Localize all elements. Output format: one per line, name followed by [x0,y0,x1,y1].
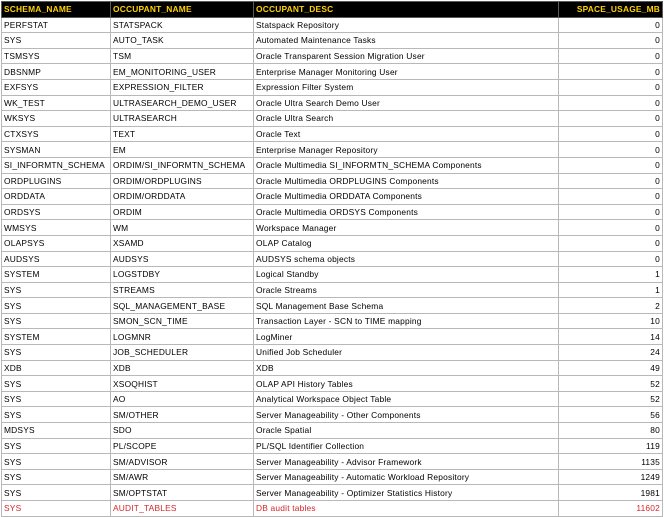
cell-occupant-desc[interactable]: Workspace Manager [254,220,559,236]
table-row[interactable] [2,189,663,205]
table-row[interactable] [2,423,663,439]
cell-space-usage-mb[interactable]: 0 [559,157,663,173]
cell-occupant-name[interactable]: SM/OTHER [111,407,254,423]
table-row[interactable] [2,157,663,173]
cell-space-usage-mb[interactable]: 1 [559,282,663,298]
cell-occupant-name[interactable]: SDO [111,423,254,439]
cell-occupant-desc[interactable]: Oracle Ultra Search Demo User [254,95,559,111]
cell-occupant-desc[interactable]: Server Manageability - Other Components [254,407,559,423]
cell-space-usage-mb[interactable]: 2 [559,298,663,314]
table-row[interactable] [2,267,663,283]
table-row[interactable] [2,235,663,251]
table-header [2,2,663,18]
cell-occupant-desc[interactable]: PL/SQL Identifier Collection [254,438,559,454]
cell-occupant-name[interactable]: XDB [111,360,254,376]
cell-space-usage-mb[interactable]: 0 [559,235,663,251]
cell-occupant-name[interactable]: STATSPACK [111,17,254,33]
cell-occupant-name[interactable]: XSAMD [111,235,254,251]
table-row[interactable] [2,126,663,142]
cell-occupant-name[interactable]: ORDIM/ORDPLUGINS [111,173,254,189]
cell-schema-name[interactable]: WKSYS [2,111,111,127]
cell-occupant-name[interactable]: SM/ADVISOR [111,454,254,470]
cell-occupant-name[interactable]: AUDSYS [111,251,254,267]
cell-space-usage-mb[interactable]: 0 [559,189,663,205]
cell-occupant-desc[interactable]: Enterprise Manager Repository [254,142,559,158]
table-row[interactable] [2,95,663,111]
cell-space-usage-mb[interactable]: 0 [559,79,663,95]
cell-space-usage-mb[interactable]: 0 [559,126,663,142]
cell-schema-name[interactable]: SYSTEM [2,267,111,283]
cell-space-usage-mb[interactable]: 10 [559,313,663,329]
column-header-occupant-name[interactable]: OCCUPANT_NAME [111,2,254,18]
table-row[interactable] [2,438,663,454]
table-row[interactable] [2,220,663,236]
cell-occupant-name[interactable]: ULTRASEARCH [111,111,254,127]
cell-space-usage-mb[interactable]: 52 [559,391,663,407]
table-row[interactable] [2,17,663,33]
cell-occupant-name[interactable]: XSOQHIST [111,376,254,392]
cell-schema-name[interactable]: OLAPSYS [2,235,111,251]
cell-occupant-desc[interactable]: DB audit tables [254,501,559,517]
cell-schema-name[interactable]: SYS [2,391,111,407]
cell-occupant-desc[interactable]: Oracle Spatial [254,423,559,439]
cell-occupant-name[interactable]: ORDIM/ORDDATA [111,189,254,205]
cell-occupant-desc[interactable]: AUDSYS schema objects [254,251,559,267]
cell-space-usage-mb[interactable]: 1 [559,267,663,283]
table-row[interactable] [2,64,663,80]
cell-space-usage-mb[interactable]: 0 [559,95,663,111]
cell-space-usage-mb[interactable]: 14 [559,329,663,345]
table-row[interactable] [2,501,663,517]
cell-space-usage-mb[interactable]: 0 [559,111,663,127]
cell-occupant-desc[interactable]: LogMiner [254,329,559,345]
table-body [2,17,663,516]
cell-space-usage-mb[interactable]: 24 [559,345,663,361]
cell-space-usage-mb[interactable]: 0 [559,173,663,189]
cell-occupant-name[interactable]: AUTO_TASK [111,33,254,49]
cell-schema-name[interactable]: ORDPLUGINS [2,173,111,189]
cell-occupant-name[interactable]: JOB_SCHEDULER [111,345,254,361]
cell-schema-name[interactable]: SYS [2,345,111,361]
cell-occupant-desc[interactable]: Oracle Ultra Search [254,111,559,127]
table-row[interactable] [2,407,663,423]
cell-schema-name[interactable]: ORDDATA [2,189,111,205]
cell-occupant-desc[interactable]: Enterprise Manager Monitoring User [254,64,559,80]
cell-space-usage-mb[interactable]: 0 [559,142,663,158]
table-row[interactable] [2,485,663,501]
cell-schema-name[interactable]: SYS [2,438,111,454]
cell-schema-name[interactable]: ORDSYS [2,204,111,220]
cell-occupant-name[interactable]: SQL_MANAGEMENT_BASE [111,298,254,314]
cell-schema-name[interactable]: SYS [2,376,111,392]
cell-space-usage-mb[interactable]: 52 [559,376,663,392]
cell-schema-name[interactable]: TSMSYS [2,48,111,64]
cell-space-usage-mb[interactable]: 0 [559,251,663,267]
cell-space-usage-mb[interactable]: 0 [559,220,663,236]
cell-space-usage-mb[interactable]: 1981 [559,485,663,501]
cell-occupant-name[interactable]: EM [111,142,254,158]
cell-occupant-desc[interactable]: Oracle Multimedia ORDPLUGINS Components [254,173,559,189]
cell-schema-name[interactable]: SYSTEM [2,329,111,345]
cell-occupant-name[interactable]: ORDIM [111,204,254,220]
table-row[interactable] [2,33,663,49]
cell-occupant-name[interactable]: SMON_SCN_TIME [111,313,254,329]
table-row[interactable] [2,142,663,158]
cell-space-usage-mb[interactable]: 0 [559,48,663,64]
cell-occupant-desc[interactable]: Automated Maintenance Tasks [254,33,559,49]
cell-occupant-name[interactable]: PL/SCOPE [111,438,254,454]
cell-occupant-desc[interactable]: Oracle Multimedia ORDDATA Components [254,189,559,205]
cell-occupant-desc[interactable]: Server Manageability - Automatic Workload Repository [254,469,559,485]
cell-schema-name[interactable]: PERFSTAT [2,17,111,33]
table-row[interactable] [2,454,663,470]
table-row[interactable] [2,391,663,407]
header-row [2,2,663,18]
table-row[interactable] [2,173,663,189]
cell-occupant-desc[interactable]: Unified Job Scheduler [254,345,559,361]
cell-space-usage-mb[interactable]: 56 [559,407,663,423]
cell-space-usage-mb[interactable]: 11602 [559,501,663,517]
column-header-space-usage-mb[interactable]: SPACE_USAGE_MB [559,2,663,18]
cell-occupant-desc[interactable]: Oracle Text [254,126,559,142]
cell-occupant-desc[interactable]: OLAP API History Tables [254,376,559,392]
cell-occupant-desc[interactable]: Server Manageability - Advisor Framework [254,454,559,470]
cell-occupant-name[interactable]: SM/AWR [111,469,254,485]
cell-occupant-desc[interactable]: Transaction Layer - SCN to TIME mapping [254,313,559,329]
cell-occupant-desc[interactable]: Analytical Workspace Object Table [254,391,559,407]
cell-occupant-desc[interactable]: Oracle Streams [254,282,559,298]
cell-schema-name[interactable]: SYS [2,501,111,517]
cell-occupant-desc[interactable]: XDB [254,360,559,376]
cell-space-usage-mb[interactable]: 0 [559,17,663,33]
column-header-schema-name[interactable]: SCHEMA_NAME [2,2,111,18]
cell-schema-name[interactable]: XDB [2,360,111,376]
cell-schema-name[interactable]: SI_INFORMTN_SCHEMA [2,157,111,173]
cell-occupant-name[interactable]: LOGMNR [111,329,254,345]
table-row[interactable] [2,329,663,345]
cell-occupant-desc[interactable]: Oracle Multimedia ORDSYS Components [254,204,559,220]
cell-space-usage-mb[interactable]: 0 [559,64,663,80]
cell-schema-name[interactable]: CTXSYS [2,126,111,142]
table-row[interactable] [2,282,663,298]
cell-schema-name[interactable]: SYSMAN [2,142,111,158]
table-row[interactable] [2,48,663,64]
table-row[interactable] [2,376,663,392]
cell-occupant-desc[interactable]: OLAP Catalog [254,235,559,251]
table-row[interactable] [2,345,663,361]
cell-occupant-name[interactable]: STREAMS [111,282,254,298]
cell-occupant-name[interactable]: SM/OPTSTAT [111,485,254,501]
cell-occupant-name[interactable]: ORDIM/SI_INFORMTN_SCHEMA [111,157,254,173]
cell-space-usage-mb[interactable]: 1249 [559,469,663,485]
cell-schema-name[interactable]: WK_TEST [2,95,111,111]
table-row[interactable] [2,251,663,267]
cell-occupant-desc[interactable]: Oracle Transparent Session Migration User [254,48,559,64]
cell-schema-name[interactable]: MDSYS [2,423,111,439]
cell-space-usage-mb[interactable]: 49 [559,360,663,376]
cell-schema-name[interactable]: SYS [2,407,111,423]
cell-occupant-name[interactable]: ULTRASEARCH_DEMO_USER [111,95,254,111]
table-row[interactable] [2,204,663,220]
cell-schema-name[interactable]: SYS [2,469,111,485]
cell-occupant-desc[interactable]: Expression Filter System [254,79,559,95]
table-row[interactable] [2,111,663,127]
cell-schema-name[interactable]: WMSYS [2,220,111,236]
cell-occupant-name[interactable]: AO [111,391,254,407]
cell-occupant-name[interactable]: AUDIT_TABLES [111,501,254,517]
cell-occupant-name[interactable]: EXPRESSION_FILTER [111,79,254,95]
cell-schema-name[interactable]: EXFSYS [2,79,111,95]
cell-schema-name[interactable]: DBSNMP [2,64,111,80]
cell-schema-name[interactable]: SYS [2,282,111,298]
cell-occupant-desc[interactable]: SQL Management Base Schema [254,298,559,314]
table-row[interactable] [2,469,663,485]
cell-occupant-desc[interactable]: Logical Standby [254,267,559,283]
cell-occupant-name[interactable]: TSM [111,48,254,64]
cell-occupant-desc[interactable]: Statspack Repository [254,17,559,33]
table-row[interactable] [2,298,663,314]
cell-schema-name[interactable]: SYS [2,33,111,49]
cell-schema-name[interactable]: SYS [2,313,111,329]
cell-schema-name[interactable]: SYS [2,485,111,501]
cell-space-usage-mb[interactable]: 80 [559,423,663,439]
cell-occupant-name[interactable]: WM [111,220,254,236]
cell-schema-name[interactable]: AUDSYS [2,251,111,267]
cell-occupant-desc[interactable]: Oracle Multimedia SI_INFORMTN_SCHEMA Components [254,157,559,173]
cell-schema-name[interactable]: SYS [2,454,111,470]
cell-occupant-desc[interactable]: Server Manageability - Optimizer Statistics History [254,485,559,501]
cell-space-usage-mb[interactable]: 0 [559,204,663,220]
cell-space-usage-mb[interactable]: 119 [559,438,663,454]
result-grid-container [1,1,663,517]
table-row[interactable] [2,79,663,95]
cell-space-usage-mb[interactable]: 1135 [559,454,663,470]
cell-occupant-name[interactable]: EM_MONITORING_USER [111,64,254,80]
cell-occupant-name[interactable]: TEXT [111,126,254,142]
column-header-occupant-desc[interactable]: OCCUPANT_DESC [254,2,559,18]
sysaux-occupants-table [1,1,663,517]
cell-schema-name[interactable]: SYS [2,298,111,314]
cell-occupant-name[interactable]: LOGSTDBY [111,267,254,283]
table-row[interactable] [2,360,663,376]
table-row[interactable] [2,313,663,329]
cell-space-usage-mb[interactable]: 0 [559,33,663,49]
